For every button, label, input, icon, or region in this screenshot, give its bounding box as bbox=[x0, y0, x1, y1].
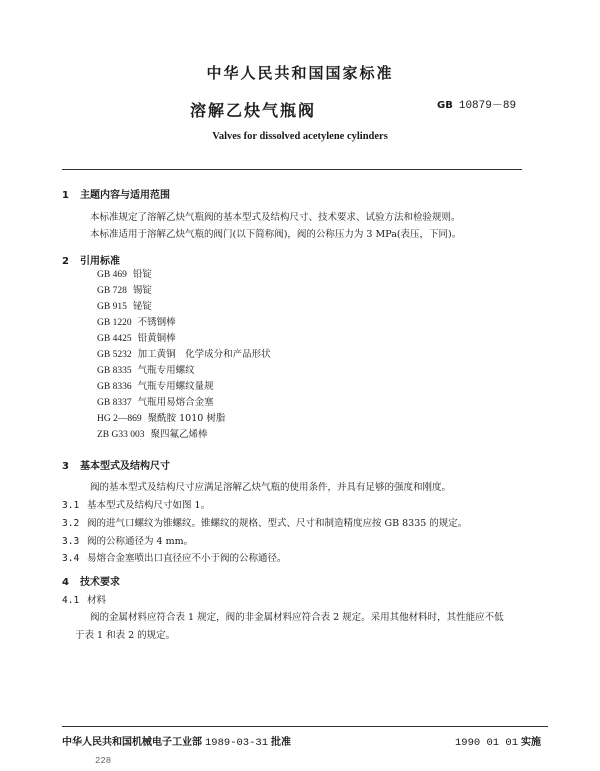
clause-3-3 bbox=[62, 533, 193, 547]
approval-date: 1989-03-31 bbox=[205, 737, 269, 749]
effective-date: 1990 01 01 bbox=[455, 737, 519, 749]
effective-line bbox=[452, 733, 541, 749]
referenced-standards-list bbox=[97, 267, 271, 443]
section-title: 引用标准 bbox=[80, 256, 120, 267]
clause-text: 阀的进气口螺纹为锥螺纹。锥螺纹的规格、型式、尺寸和制造精度应按 GB 8335 的规定。 bbox=[87, 518, 468, 529]
reference-name: 聚酰胺 1010 树脂 bbox=[147, 413, 226, 424]
reference-item bbox=[97, 363, 271, 379]
clause-3-2 bbox=[62, 515, 467, 529]
clause-text: 材料 bbox=[87, 595, 107, 606]
clause-number: 3.4 bbox=[62, 553, 80, 564]
reference-item bbox=[97, 267, 271, 283]
reference-name: 铋锭 bbox=[132, 301, 152, 312]
section-1-paragraph-2: 本标准适用于溶解乙炔气瓶的阀门(以下简称阀)，阀的公称压力为 3 MPa(表压，下同)。 bbox=[90, 229, 462, 240]
reference-code: GB 728 bbox=[97, 286, 127, 296]
header-divider bbox=[62, 169, 522, 170]
document-title-english: Valves for dissolved acetylene cylinders bbox=[212, 131, 388, 142]
reference-name: 锡锭 bbox=[132, 285, 152, 296]
reference-code: GB 8335 bbox=[97, 366, 132, 376]
reference-name: 聚四氟乙烯棒 bbox=[150, 429, 208, 440]
reference-code: GB 1220 bbox=[97, 318, 132, 328]
reference-name: 铅黄铜棒 bbox=[137, 333, 176, 344]
effective-suffix: 实施 bbox=[521, 737, 542, 748]
section-4-paragraph-line-2: 于表 1 和表 2 的规定。 bbox=[75, 630, 176, 641]
reference-code: GB 915 bbox=[97, 302, 127, 312]
section-number: 2 bbox=[62, 256, 69, 267]
section-title: 主题内容与适用范围 bbox=[80, 190, 170, 201]
section-3-paragraph: 阀的基本型式及结构尺寸应满足溶解乙炔气瓶的使用条件，并具有足够的强度和刚度。 bbox=[90, 482, 452, 493]
section-number: 1 bbox=[62, 190, 69, 201]
clause-text: 阀的公称通径为 4 mm。 bbox=[87, 536, 194, 547]
reference-item bbox=[97, 395, 271, 411]
reference-code: GB 469 bbox=[97, 270, 127, 280]
reference-code: GB 8337 bbox=[97, 398, 132, 408]
reference-name: 不锈钢棒 bbox=[137, 317, 176, 328]
reference-item bbox=[97, 411, 271, 427]
document-title: 溶解乙炔气瓶阀 bbox=[190, 101, 317, 120]
section-1-heading bbox=[62, 186, 170, 201]
clause-number: 3.2 bbox=[62, 518, 80, 529]
clause-4-1 bbox=[62, 592, 106, 606]
clause-text: 易熔合金塞喷出口直径应不小于阀的公称通径。 bbox=[87, 553, 287, 564]
reference-item bbox=[97, 299, 271, 315]
reference-item bbox=[97, 379, 271, 395]
national-standard-heading: 中华人民共和国国家标准 bbox=[206, 64, 394, 82]
section-title: 基本型式及结构尺寸 bbox=[80, 461, 170, 472]
reference-code: ZB G33 003 bbox=[97, 430, 145, 440]
reference-code: GB 4425 bbox=[97, 334, 132, 344]
standard-number bbox=[437, 96, 516, 112]
reference-name: 气瓶用易熔合金塞 bbox=[137, 397, 214, 408]
reference-item bbox=[97, 315, 271, 331]
approval-line bbox=[62, 733, 291, 749]
section-number: 3 bbox=[62, 461, 69, 472]
clause-number: 3.3 bbox=[62, 536, 80, 547]
section-1-paragraph-1: 本标准规定了溶解乙炔气瓶阀的基本型式及结构尺寸、技术要求、试验方法和检验规则。 bbox=[90, 212, 461, 223]
reference-code: HG 2—869 bbox=[97, 414, 142, 424]
reference-name: 气瓶专用螺纹量规 bbox=[137, 381, 214, 392]
section-4-heading bbox=[62, 573, 120, 588]
reference-item bbox=[97, 331, 271, 347]
footer-divider bbox=[62, 726, 548, 727]
reference-item bbox=[97, 347, 271, 363]
reference-item bbox=[97, 427, 271, 443]
clause-text: 基本型式及结构尺寸如图 1。 bbox=[87, 500, 211, 511]
clause-3-1 bbox=[62, 497, 210, 511]
reference-name: 加工黄铜 化学成分和产品形状 bbox=[137, 349, 271, 360]
approving-authority: 中华人民共和国机械电子工业部 bbox=[62, 737, 202, 748]
clause-3-4 bbox=[62, 550, 287, 564]
section-3-heading bbox=[62, 457, 170, 472]
section-2-heading bbox=[62, 252, 120, 267]
reference-code: GB 5232 bbox=[97, 350, 132, 360]
reference-code: GB 8336 bbox=[97, 382, 132, 392]
reference-name: 铅锭 bbox=[132, 269, 152, 280]
page-number: 228 bbox=[95, 756, 112, 766]
section-number: 4 bbox=[62, 577, 69, 588]
standard-code: 10879－89 bbox=[458, 100, 517, 112]
clause-number: 3.1 bbox=[62, 500, 80, 511]
standard-prefix: GB bbox=[437, 100, 453, 111]
section-title: 技术要求 bbox=[80, 577, 120, 588]
section-4-paragraph-line-1: 阀的金属材料应符合表 1 规定，阀的非金属材料应符合表 2 规定。采用其他材料时，其性能应不低 bbox=[90, 612, 504, 623]
reference-name: 气瓶专用螺纹 bbox=[137, 365, 195, 376]
approval-suffix: 批准 bbox=[271, 737, 292, 748]
clause-number: 4.1 bbox=[62, 595, 80, 606]
reference-item bbox=[97, 283, 271, 299]
